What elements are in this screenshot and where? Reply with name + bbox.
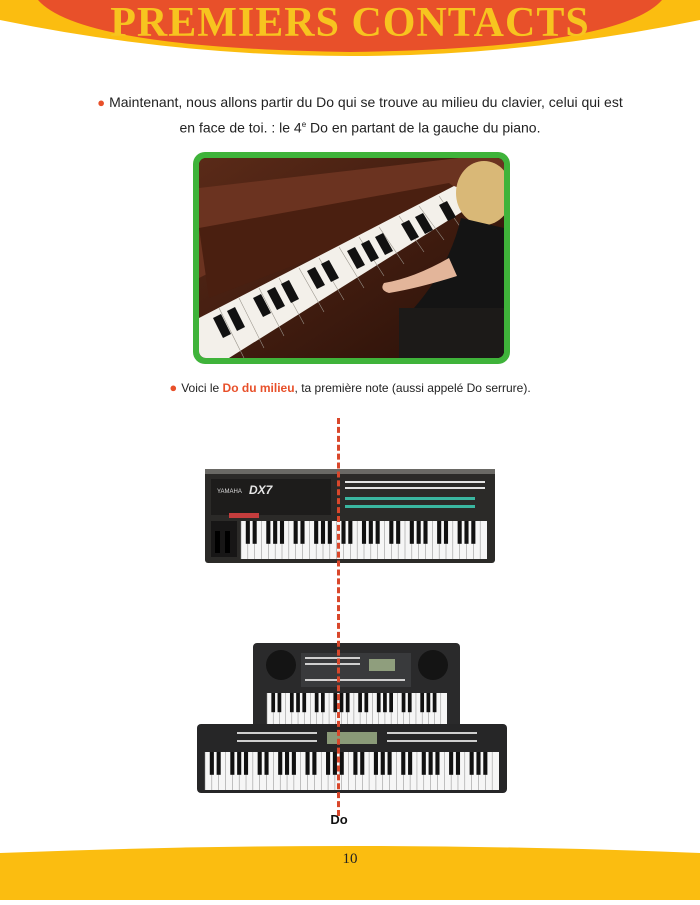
keyboard-dx7-illustration: [205, 469, 495, 563]
intro-paragraph: [80, 91, 640, 139]
black-key: [278, 752, 282, 775]
black-key: [264, 752, 268, 775]
ordinal-suffix: e: [301, 120, 307, 129]
black-key: [358, 693, 362, 712]
dx7-brand-label: DX7: [249, 483, 273, 497]
black-key: [470, 752, 474, 775]
black-key: [296, 693, 300, 712]
black-key: [471, 521, 475, 544]
black-key: [348, 521, 352, 544]
black-key: [341, 521, 345, 544]
black-key: [244, 752, 248, 775]
black-key: [374, 752, 378, 775]
black-key: [292, 752, 296, 775]
black-key: [435, 752, 439, 775]
black-key: [410, 521, 414, 544]
black-key: [210, 752, 214, 775]
black-key: [364, 693, 368, 712]
black-key: [315, 693, 319, 712]
piano-photo: [199, 158, 504, 358]
intro-line-2a: en face de toi. : le 4: [179, 119, 302, 136]
black-key: [280, 521, 284, 544]
black-key: [271, 693, 275, 712]
black-key: [312, 752, 316, 775]
keyboard-arranger-lower: [197, 724, 507, 793]
intro-line-2b: Do en partant de la gauche du piano.: [306, 119, 541, 136]
black-key: [420, 693, 424, 712]
black-key: [290, 693, 294, 712]
black-key: [369, 521, 373, 544]
black-key: [253, 521, 257, 544]
black-key: [444, 521, 448, 544]
black-key: [456, 752, 460, 775]
maker-label: YAMAHA: [217, 489, 242, 495]
black-key: [314, 521, 318, 544]
middle-c-label: Do: [330, 812, 348, 827]
keyboard-arranger-upper: [253, 643, 460, 728]
black-key: [217, 752, 221, 775]
black-key: [449, 752, 453, 775]
black-key: [376, 521, 380, 544]
black-key: [381, 752, 385, 775]
black-key: [326, 752, 330, 775]
intro-line-1: Maintenant, nous allons partir du Do qui se trouve au milieu du clavier, celui qui est: [109, 94, 623, 110]
black-key: [401, 752, 405, 775]
black-key: [258, 752, 262, 775]
black-key: [278, 693, 282, 712]
black-key: [422, 752, 426, 775]
black-key: [360, 752, 364, 775]
bullet-icon: ●: [97, 95, 106, 110]
black-key: [246, 521, 250, 544]
black-key: [476, 752, 480, 775]
black-key: [396, 521, 400, 544]
keyboard-upper-illustration: [253, 643, 460, 728]
caption-after: , ta première note (aussi appelé Do serrure).: [294, 381, 531, 395]
black-key: [266, 521, 270, 544]
black-key: [302, 693, 306, 712]
black-key: [328, 521, 332, 544]
black-key: [294, 521, 298, 544]
middle-c-marker-line: [337, 418, 340, 816]
black-key: [230, 752, 234, 775]
black-key: [483, 752, 487, 775]
black-key: [433, 693, 437, 712]
black-key: [423, 521, 427, 544]
keyboard-lower-illustration: [197, 724, 507, 793]
caption-before: Voici le: [181, 381, 223, 395]
black-key: [383, 693, 387, 712]
black-key: [408, 693, 412, 712]
black-key: [353, 752, 357, 775]
piano-photo-illustration: [199, 158, 504, 358]
black-key: [402, 693, 406, 712]
caption-highlight: Do du milieu: [222, 381, 295, 395]
black-key: [306, 752, 310, 775]
black-key: [321, 521, 325, 544]
keyboard-dx7: [205, 469, 495, 563]
black-key: [417, 521, 421, 544]
black-key: [340, 693, 344, 712]
black-key: [427, 693, 431, 712]
caption: [0, 380, 700, 395]
black-key: [273, 521, 277, 544]
page-header: [0, 0, 700, 72]
black-key: [464, 521, 468, 544]
black-key: [458, 521, 462, 544]
black-key: [321, 693, 325, 712]
black-key: [437, 521, 441, 544]
black-key: [362, 521, 366, 544]
black-key: [340, 752, 344, 775]
page-title: PREMIERS CONTACTS: [110, 0, 590, 46]
black-key: [346, 693, 350, 712]
black-key: [389, 521, 393, 544]
black-key: [237, 752, 241, 775]
page-number: 10: [342, 851, 358, 867]
black-key: [300, 521, 304, 544]
caption-bullet-icon: ●: [169, 380, 178, 395]
black-key: [388, 752, 392, 775]
black-key: [389, 693, 393, 712]
black-key: [429, 752, 433, 775]
black-key: [377, 693, 381, 712]
black-key: [408, 752, 412, 775]
black-key: [285, 752, 289, 775]
